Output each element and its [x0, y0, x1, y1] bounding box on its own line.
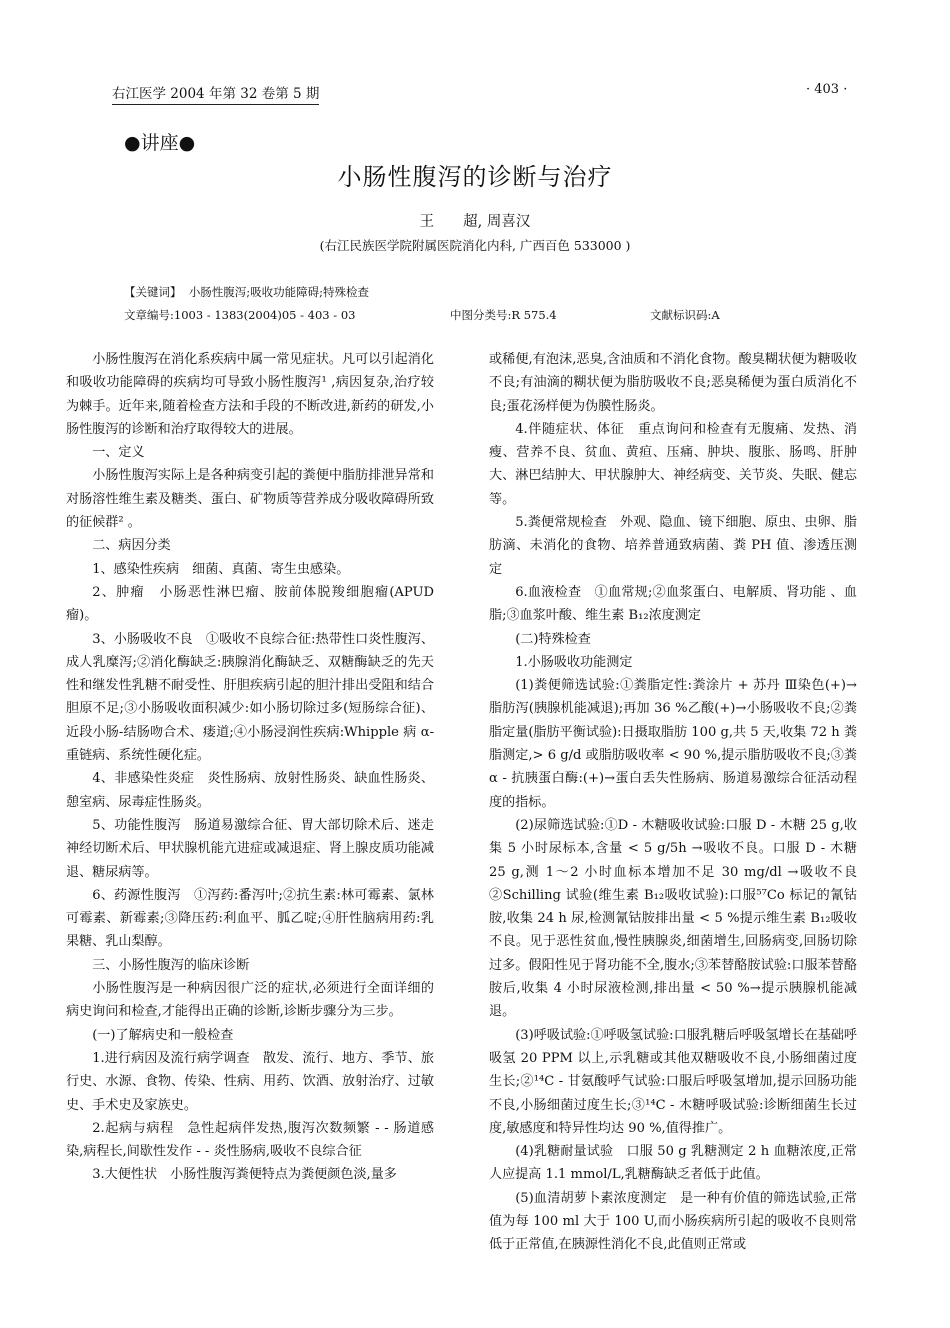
paragraph: 3、小肠吸收不良 ①吸收不良综合征:热带性口炎性腹泻、成人乳糜泻;②消化酶缺乏:胰腺消化酶缺乏、双糖酶缺乏的先天性和继发性乳糖不耐受性、肝胆疾病引起的胆汁排出受阻和结合胆原不足;③小肠吸收面积减少:如小肠切除过多(短肠综合征)、近段小肠-结肠吻合术、瘘道;④小肠浸润性疾病:Whipple 病 α-重链病、系统性硬化症。	[66, 631, 434, 764]
journal-header: 右江医学 2004 年第 32 卷第 5 期	[112, 82, 319, 105]
article-title: 小肠性腹泻的诊断与治疗	[337, 163, 613, 191]
keywords-label: 【关键词】	[124, 285, 182, 299]
paragraph: 或稀便,有泡沫,恶臭,含油质和不消化食物。酸臭糊状便为糖吸收不良;有油滴的糊状便为脂肪吸收不良;恶臭稀便为蛋白质消化不良;蛋花汤样便为伪膜性肠炎。	[489, 352, 857, 414]
keywords-line	[124, 284, 369, 300]
right-column	[489, 348, 857, 1257]
authors: 王 超, 周喜汉	[419, 214, 531, 230]
section-heading: 一、定义	[92, 445, 145, 461]
paragraph: 2、肿瘤 小肠恶性淋巴瘤、胺前体脱羧细胞瘤(APUD瘤)。	[66, 584, 434, 624]
section-tag: ●讲座●	[124, 132, 196, 154]
subsection-heading: (二)特殊检查	[515, 631, 591, 647]
paragraph: 小肠性腹泻实际上是各种病变引起的粪便中脂肪排泄异常和对肠溶性维生素及糖类、蛋白、矿物质等营养成分吸收障碍所致的征候群² 。	[66, 468, 434, 531]
paragraph: 2.起病与病程 急性起病伴发热,腹泻次数频繁 - - 肠道感染,病程长,间歇性发作 - - 炎性肠病,吸收不良综合征	[66, 1120, 434, 1160]
paragraph: 小肠性腹泻在消化系疾病中属一常见症状。凡可以引起消化和吸收功能障碍的疾病均可导致小肠性腹泻¹ ,病因复杂,治疗较为棘手。近年来,随着检查方法和手段的不断改进,新药的研发,小肠性腹泻的诊断和治疗取得较大的进展。	[66, 352, 434, 437]
paragraph: 6.血液检查 ①血常规;②血浆蛋白、电解质、肾功能 、血脂;③血浆叶酸、维生素 B₁₂浓度测定	[489, 584, 857, 624]
subsection-heading: (一)了解病史和一般检查	[92, 1027, 234, 1043]
left-column	[66, 348, 434, 1187]
article-number: 文章编号:1003 - 1383(2004)05 - 403 - 03	[124, 308, 356, 322]
paragraph: 5、功能性腹泻 肠道易激综合征、胃大部切除术后、迷走神经切断术后、甲状腺机能亢进症或减退症、肾上腺皮质功能减退、糖尿病等。	[66, 817, 434, 880]
section-heading: 三、小肠性腹泻的临床诊断	[92, 957, 250, 973]
paragraph: 1.进行病因及流行病学调查 散发、流行、地方、季节、旅行史、水源、食物、传染、性病、用药、饮酒、放射治疗、过敏史、手术史及家族史。	[66, 1050, 434, 1113]
paragraph: (3)呼吸试验:①呼吸氢试验:口服乳糖后呼吸氢增长在基础呼吸氢 20 PPM 以上,示乳糖或其他双糖吸收不良,小肠细菌过度生长;②¹⁴C - 甘氨酸呼气试验:口服后呼吸氢增加,提示回肠功能不良,小肠细菌过度生长;③¹⁴C - 木糖呼吸试验:诊断细菌生长过度,敏感度和特异性均达 90 %,值得推广。	[489, 1027, 857, 1136]
document-code: 文献标识码:A	[650, 308, 720, 322]
paragraph: 4.伴随症状、体征 重点询问和检查有无腹痛、发热、消瘦、营养不良、贫血、黄疸、压痛、肿块、腹胀、肠鸣、肝肿大、淋巴结肿大、甲状腺肿大、神经病变、关节炎、失眠、健忘等。	[489, 421, 857, 507]
paragraph: 6、药源性腹泻 ①泻药:番泻叶;②抗生素:林可霉素、氯林可霉素、新霉素;③降压药:利血平、胍乙啶;④肝性脑病用药:乳果糖、乳山梨醇。	[66, 887, 434, 950]
paragraph: 1、感染性疾病 细菌、真菌、寄生虫感染。	[92, 561, 350, 577]
paragraph: (1)粪便筛选试验:①粪脂定性:粪涂片 + 苏丹 Ⅲ染色(+)→脂肪泻(胰腺机能减退);再加 36 %乙酸(+)→小肠吸收不良;②粪脂定量(脂肪平衡试验):日摄取脂肪 100 g,共 5 天,收集 72 h 粪脂测定,> 6 g/d 或脂肪吸收率 < 90 %,提示脂肪吸收不良;③粪α - 抗胰蛋白酶:(+)→蛋白丢失性肠病、肠道易激综合征活动程度的指标。	[489, 678, 857, 810]
paragraph: 3.大便性状 小肠性腹泻粪便特点为粪便颜色淡,量多	[92, 1167, 397, 1183]
paragraph: 5.粪便常规检查 外观、隐血、镜下细胞、原虫、虫卵、脂肪滴、未消化的食物、培养普通致病菌、粪 PH 值、渗透压测定	[489, 515, 857, 577]
page-number: · 403 ·	[806, 82, 848, 97]
clc-number: 中图分类号:R 575.4	[450, 308, 557, 322]
paragraph: 1.小肠吸收功能测定	[515, 654, 633, 670]
paragraph: 小肠性腹泻是一种病因很广泛的症状,必须进行全面详细的病史询问和检查,才能得出正确的诊断,诊断步骤分为三步。	[66, 981, 434, 1020]
paragraph: (4)乳糖耐量试验 口服 50 g 乳糖测定 2 h 血糖浓度,正常人应提高 1.1 mmol/L,乳糖酶缺乏者低于此值。	[489, 1144, 857, 1183]
keywords: 小肠性腹泻;吸收功能障碍;特殊检查	[188, 285, 370, 299]
paragraph: 4、非感染性炎症 炎性肠病、放射性肠炎、缺血性肠炎、憩室病、尿毒症性肠炎。	[66, 771, 434, 810]
affiliation: (右江民族医学院附属医院消化内科, 广西百色 533000 )	[319, 238, 631, 253]
paragraph: (2)尿筛选试验:①D - 木糖吸收试验:口服 D - 木糖 25 g,收集 5 小时尿标本,含量 < 5 g/5h →吸收不良。口服 D - 木糖 25 g,测 1～2 小时血标本增加不足 30 mg/dl →吸收不良②Schilling 试验(维生素 B₁₂吸收试验):口服⁵⁷Co 标记的氰钴胺,收集 24 h 尿,检测氰钴胺排出量 < 5 %提示维生素 B₁₂吸收不良。见于恶性贫血,慢性胰腺炎,细菌增生,回肠病变,回肠切除过多。假阳性见于肾功能不全,腹水;③苯替酪胺试验:口服苯替酪胺后,收集 4 小时尿液检测,排出量 < 50 %→提示胰腺机能减退。	[489, 817, 857, 1020]
paragraph: (5)血清胡萝卜素浓度测定 是一种有价值的筛选试验,正常值为每 100 ml 大于 100 U,而小肠疾病所引起的吸收不良则常低于正常值,在胰源性消化不良,此值则正常或	[489, 1190, 857, 1253]
section-heading: 二、病因分类	[92, 538, 171, 554]
